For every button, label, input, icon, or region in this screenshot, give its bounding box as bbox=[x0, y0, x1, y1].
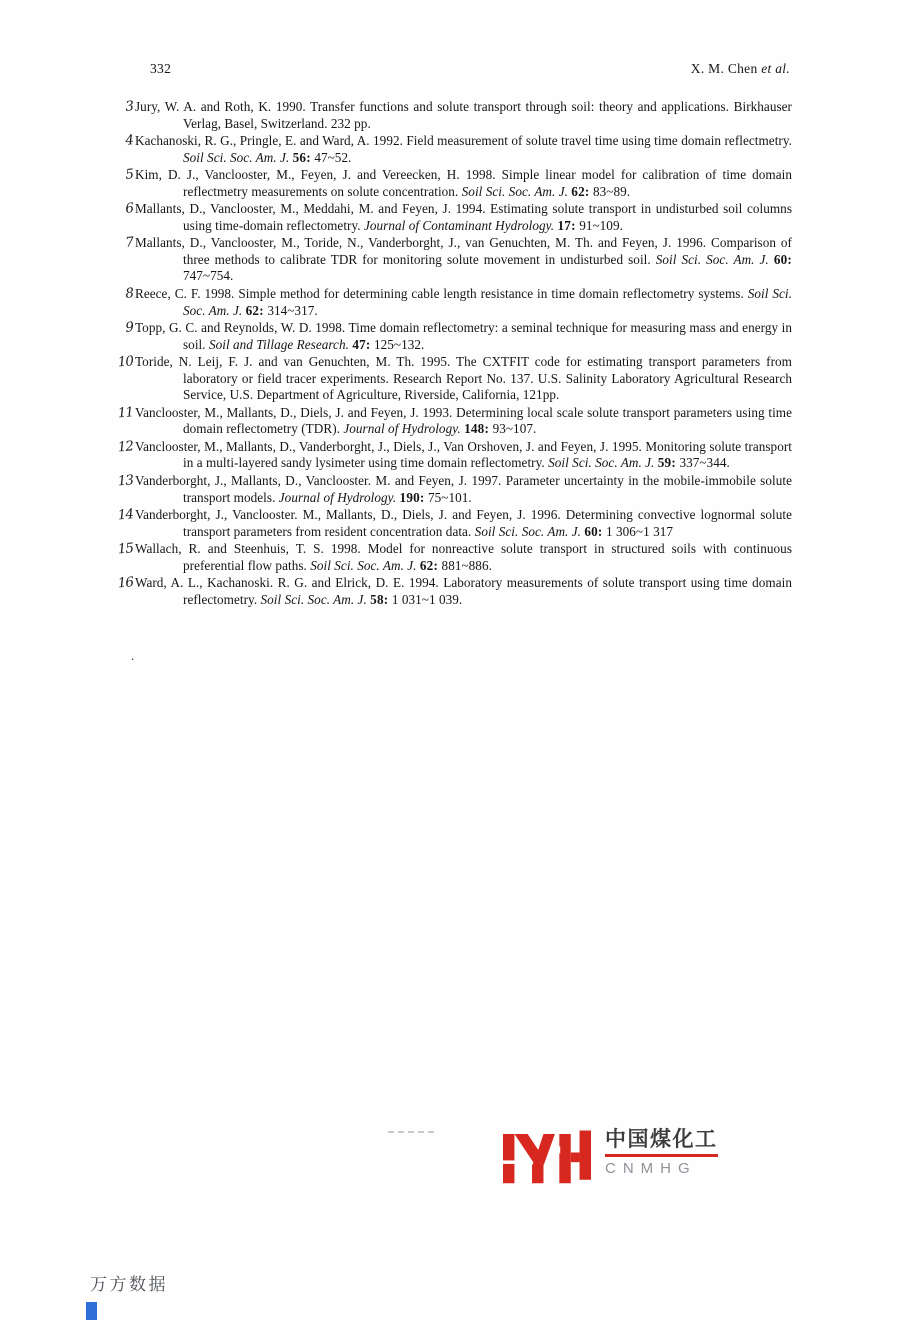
cnmhg-underline bbox=[605, 1154, 718, 1157]
reference-text-segment: Soil Sci. Soc. Am. J. bbox=[655, 251, 774, 267]
reference-text-segment: 62: bbox=[571, 183, 593, 199]
reference-list bbox=[117, 98, 792, 609]
reference-text-segment: 60: bbox=[773, 251, 792, 267]
reference-text-segment: 62: bbox=[245, 302, 268, 318]
reference-text-segment: 747~754. bbox=[183, 268, 234, 284]
reference-text-segment: Mallants, D., Vanclooster, M., Meddahi, M. and Feyen, J. 1994. Estimating solute transport in undisturbed soil columns using time-domain reflectometry. bbox=[135, 201, 792, 233]
reference-text-segment: 93~107. bbox=[492, 421, 537, 437]
handwritten-margin-number: 12 bbox=[117, 438, 134, 456]
reference-text-segment: Soil Sci. Soc. Am. J. bbox=[548, 455, 658, 471]
reference-text-segment: Soil and Tillage Research. bbox=[208, 336, 353, 352]
reference-text-segment: 314~317. bbox=[267, 302, 318, 318]
reference-text-segment: Soil Sci. Soc. Am. J. bbox=[474, 523, 585, 539]
reference-text-segment: 83~89. bbox=[592, 183, 631, 199]
reference-text-segment: Vanclooster, M., Mallants, D., Diels, J. and Feyen, J. 1993. Determining local scale solute transport parameters using time domain reflectometry (TDR). bbox=[135, 404, 792, 437]
reference-text-segment: Ward, A. L., Kachanoski. R. G. and Elrick, D. E. 1994. Laboratory measurements of solute transport using time domain reflectometry. bbox=[135, 575, 792, 607]
reference-item bbox=[124, 166, 792, 200]
faint-dash-marks bbox=[388, 1131, 434, 1133]
reference-text-segment: Vanderborght, J., Vanclooster. M., Mallants, D., Diels, J. and Feyen, J. 1996. Determining convective lognormal solute transport parameters from resident concentration data. bbox=[135, 507, 792, 539]
reference-item bbox=[117, 404, 792, 438]
reference-text-segment: Soil Sci. Soc. Am. J. bbox=[183, 286, 792, 318]
handwritten-margin-number: 5 bbox=[124, 166, 134, 184]
handwritten-margin-number: 8 bbox=[124, 285, 134, 302]
reference-text-segment: Topp, G. C. and Reynolds, W. D. 1998. Time domain reflectometry: a seminal technique for measuring mass and energy in soil. bbox=[135, 320, 792, 352]
reference-text-segment: 62: bbox=[419, 557, 442, 573]
reference-item bbox=[124, 319, 792, 353]
reference-text-segment: 91~109. bbox=[579, 217, 623, 233]
reference-item bbox=[117, 438, 792, 472]
handwritten-margin-number: 14 bbox=[117, 506, 134, 524]
reference-text-segment: 59: bbox=[657, 455, 680, 471]
reference-item bbox=[124, 132, 792, 166]
handwritten-margin-number: 7 bbox=[124, 234, 134, 252]
cnmhg-logo-icon bbox=[503, 1128, 591, 1184]
reference-text-segment: 60: bbox=[584, 523, 606, 539]
reference-text-segment: Soil Sci. Soc. Am. J. bbox=[461, 183, 572, 199]
running-head-etal: et al. bbox=[761, 61, 790, 76]
running-head bbox=[150, 61, 790, 77]
cnmhg-latin-text: CNMHG bbox=[605, 1160, 697, 1177]
page-number: 332 bbox=[150, 61, 172, 76]
reference-text-segment: 125~132. bbox=[374, 336, 425, 352]
reference-text-segment: 337~344. bbox=[679, 455, 730, 471]
reference-text-segment: 190: bbox=[399, 489, 429, 505]
reference-text-segment: 75~101. bbox=[428, 489, 472, 505]
reference-text-segment: Vanderborght, J., Mallants, D., Vanclooster. M. and Feyen, J. 1997. Parameter uncertainty in the mobile-immobile solute transport models. bbox=[135, 473, 792, 505]
reference-text-segment: 148: bbox=[464, 421, 493, 437]
handwritten-margin-number: 10 bbox=[117, 353, 134, 371]
reference-text-segment: Reece, C. F. 1998. Simple method for determining cable length resistance in time domain reflectometry systems. bbox=[135, 286, 748, 302]
reference-text-segment: Vanclooster, M., Mallants, D., Vanderborght, J., Diels, J., Van Orshoven, J. and Feyen, J. 1995. Monitoring solute transport in a multi-layered sandy lysimeter using time domain reflectometry. bbox=[135, 438, 792, 471]
reference-text-segment: 1 306~1 317 bbox=[606, 523, 674, 539]
reference-item bbox=[117, 353, 792, 404]
reference-text-segment: Kachanoski, R. G., Pringle, E. and Ward, A. 1992. Field measurement of solute travel time using time domain reflectmetry. bbox=[135, 133, 792, 149]
reference-item bbox=[117, 506, 792, 540]
reference-item bbox=[124, 200, 792, 234]
handwritten-margin-number: 4 bbox=[124, 132, 134, 149]
wanfang-data-brand: 万方数据 bbox=[90, 1275, 168, 1294]
handwritten-margin-number: 11 bbox=[117, 404, 134, 422]
handwritten-margin-number: 13 bbox=[117, 472, 134, 490]
reference-text-segment: 58: bbox=[370, 591, 392, 607]
reference-text-segment: Soil Sci. Soc. Am. J. bbox=[310, 557, 420, 573]
reference-text-segment: Soil Sci. Soc. Am. J. bbox=[183, 149, 293, 165]
reference-item bbox=[117, 540, 792, 574]
reference-item bbox=[124, 234, 792, 285]
reference-item bbox=[117, 574, 792, 608]
handwritten-margin-number: 6 bbox=[124, 200, 134, 218]
reference-item bbox=[117, 472, 792, 506]
reference-text-segment: 1 031~1 039. bbox=[391, 591, 463, 607]
reference-text-segment: 47~52. bbox=[314, 149, 352, 165]
reference-text-segment: Jury, W. A. and Roth, K. 1990. Transfer functions and solute transport through soil: theory and applications. Birkhauser Verlag, Basel, Switzerland. 232 pp. bbox=[135, 99, 792, 131]
reference-text-segment: Journal of Contaminant Hydrology. bbox=[363, 217, 558, 233]
reference-text-segment: Journal of Hydrology. bbox=[343, 421, 465, 437]
running-head-author bbox=[691, 61, 790, 77]
handwritten-margin-number: 9 bbox=[124, 319, 134, 336]
reference-text-segment: Toride, N. Leij, F. J. and van Genuchten, M. Th. 1995. The CXTFIT code for estimating transport parameters from laboratory or field tracer experiments. Research Report No. 137. U.S. Salinity Laboratory Agricultural Research Service, U.S. Department of Agriculture, Riverside, California, 121pp. bbox=[135, 354, 792, 403]
reference-text-segment: Mallants, D., Vanclooster, M., Toride, N., Vanderborght, J., van Genuchten, M. Th. and Feyen, J. 1996. Comparison of three methods to calibrate TDR for monitoring solute movement in undisturbed soil. bbox=[135, 235, 792, 267]
reference-text-segment: Kim, D. J., Vanclooster, M., Feyen, J. and Vereecken, H. 1998. Simple linear model for calibration of time domain reflectmetry measurements on solute concentration. bbox=[135, 167, 792, 199]
reference-text-segment: 881~886. bbox=[441, 557, 492, 573]
cnmhg-logo-text-block bbox=[605, 1128, 718, 1178]
reference-text-segment: 17: bbox=[557, 217, 580, 233]
handwritten-margin-number: 16 bbox=[117, 574, 134, 592]
reference-item bbox=[124, 98, 792, 132]
handwritten-margin-number: 3 bbox=[124, 98, 134, 115]
handwritten-margin-number: 15 bbox=[117, 540, 134, 558]
reference-text-segment: 47: bbox=[352, 336, 374, 352]
stray-pen-mark: . bbox=[131, 648, 135, 663]
corner-blue-bar bbox=[86, 1302, 97, 1320]
cnmhg-chinese-text: 中国煤化工 bbox=[605, 1128, 718, 1151]
reference-text-segment: Soil Sci. Soc. Am. J. bbox=[260, 591, 371, 607]
reference-text-segment: 56: bbox=[292, 149, 315, 165]
cnmhg-watermark bbox=[503, 1128, 718, 1184]
running-head-author-name: X. M. Chen bbox=[690, 61, 762, 76]
reference-item bbox=[124, 285, 792, 319]
reference-text-segment: Wallach, R. and Steenhuis, T. S. 1998. Model for nonreactive solute transport in structured soils with continuous preferential flow paths. bbox=[135, 541, 792, 573]
reference-text-segment: Journal of Hydrology. bbox=[278, 489, 400, 505]
